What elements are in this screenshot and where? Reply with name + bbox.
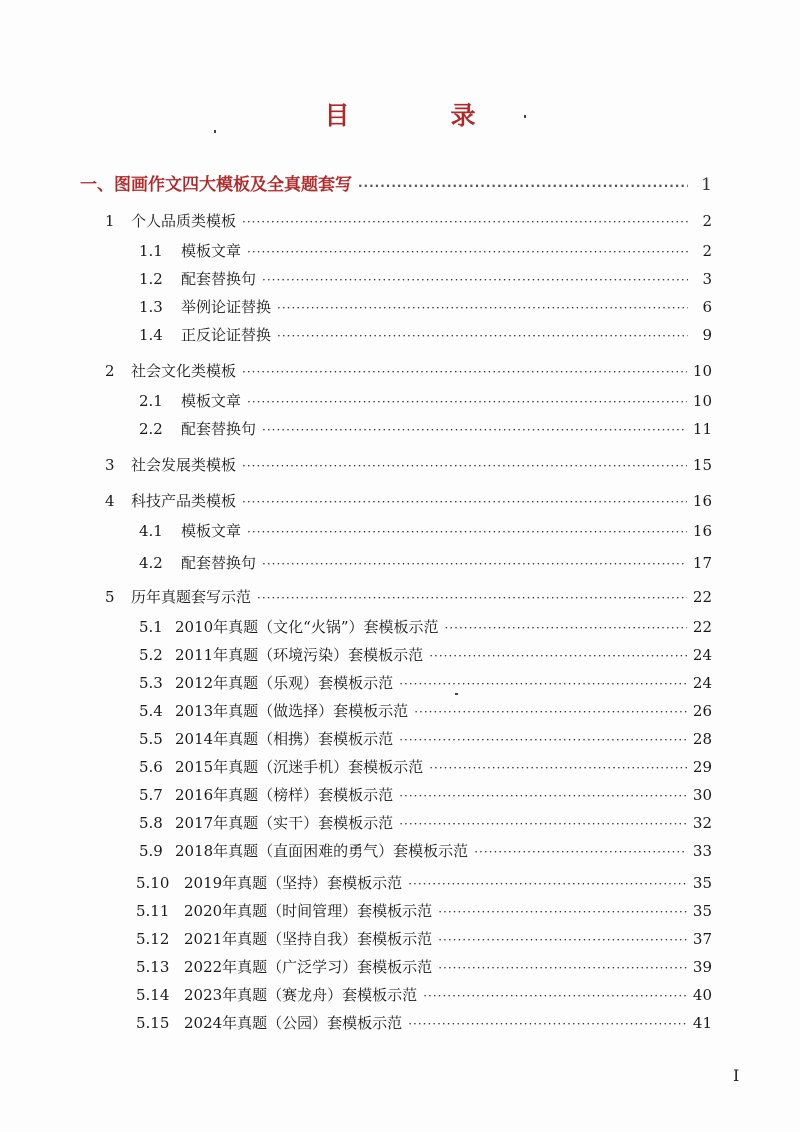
toc-entry[interactable] xyxy=(136,928,712,952)
toc-entry-number: 5 xyxy=(105,588,115,606)
toc-leader-dots xyxy=(438,933,687,947)
toc-leader-dots xyxy=(399,817,687,831)
toc-leader-dots xyxy=(399,789,687,803)
toc-entry-page: 32 xyxy=(692,814,712,832)
toc-leader-dots xyxy=(247,245,688,259)
toc-entry[interactable] xyxy=(139,700,712,724)
toc-entry-label: 社会发展类模板 xyxy=(131,456,237,474)
toc-entry[interactable] xyxy=(139,418,712,442)
toc-entry[interactable] xyxy=(105,210,712,234)
toc-leader-dots xyxy=(277,329,688,343)
toc-entry[interactable] xyxy=(139,268,712,292)
toc-entry-page: 9 xyxy=(702,326,712,344)
toc-entry-label: 一、图画作文四大模板及全真题套写 xyxy=(80,175,352,195)
toc-entry-label: 2014年真题（相携）套模板示范 xyxy=(175,730,394,748)
toc-entry[interactable] xyxy=(139,812,712,836)
toc-leader-dots xyxy=(474,845,687,859)
toc-entry[interactable] xyxy=(136,900,712,924)
toc-entry[interactable] xyxy=(139,390,712,414)
toc-entry-number: 5.15 xyxy=(136,1014,170,1032)
toc-leader-dots xyxy=(358,179,688,193)
toc-title: 目 录 xyxy=(324,101,514,130)
toc-entry-number: 4.2 xyxy=(139,554,163,572)
toc-entry-label: 2017年真题（实干）套模板示范 xyxy=(175,814,394,832)
toc-entry-label: 个人品质类模板 xyxy=(131,212,237,230)
toc-leader-dots xyxy=(262,423,687,437)
toc-leader-dots xyxy=(242,495,687,509)
toc-entry[interactable] xyxy=(136,956,712,980)
toc-entry-label: 社会文化类模板 xyxy=(131,362,237,380)
toc-entry-label: 2023年真题（赛龙舟）套模板示范 xyxy=(184,986,418,1004)
toc-entry-label: 正反论证替换 xyxy=(181,326,272,344)
toc-leader-dots xyxy=(408,1017,687,1031)
toc-leader-dots xyxy=(262,273,688,287)
toc-entry-page: 6 xyxy=(702,298,712,316)
toc-leader-dots xyxy=(399,677,687,691)
toc-leader-dots xyxy=(445,621,687,635)
toc-leader-dots xyxy=(242,459,687,473)
toc-leader-dots xyxy=(247,395,687,409)
toc-entry[interactable] xyxy=(139,756,712,780)
toc-leader-dots xyxy=(414,705,687,719)
toc-entry[interactable] xyxy=(136,984,712,1008)
toc-entry-page: 2 xyxy=(702,212,712,230)
toc-entry[interactable] xyxy=(105,490,712,514)
toc-leader-dots xyxy=(429,761,687,775)
toc-entry[interactable] xyxy=(105,360,712,384)
toc-entry-number: 4.1 xyxy=(139,522,163,540)
toc-entry[interactable] xyxy=(139,672,712,696)
toc-entry[interactable] xyxy=(139,840,712,864)
page-number-mark: I xyxy=(733,1066,740,1085)
toc-entry-number: 5.3 xyxy=(139,674,163,692)
toc-entry-label: 2020年真题（时间管理）套模板示范 xyxy=(184,902,433,920)
toc-entry[interactable] xyxy=(139,240,712,264)
toc-entry-page: 22 xyxy=(692,618,712,636)
toc-entry-page: 24 xyxy=(692,646,712,664)
toc-entry-page: 16 xyxy=(692,492,712,510)
toc-entry-page: 10 xyxy=(692,362,712,380)
toc-entry-label: 科技产品类模板 xyxy=(131,492,237,510)
toc-entry-page: 26 xyxy=(692,702,712,720)
toc-entry-page: 37 xyxy=(692,930,712,948)
toc-leader-dots xyxy=(423,989,687,1003)
toc-entry[interactable] xyxy=(139,784,712,808)
toc-entry[interactable] xyxy=(80,170,712,194)
toc-entry-number: 5.9 xyxy=(139,842,163,860)
toc-leader-dots xyxy=(257,591,687,605)
toc-entry-number: 1 xyxy=(105,212,115,230)
toc-entry-page: 29 xyxy=(692,758,712,776)
toc-leader-dots xyxy=(408,877,687,891)
toc-entry-page: 22 xyxy=(692,588,712,606)
toc-entry[interactable] xyxy=(139,296,712,320)
toc-entry[interactable] xyxy=(139,552,712,576)
toc-entry-page: 3 xyxy=(702,270,712,288)
toc-entry-number: 5.1 xyxy=(139,618,163,636)
toc-entry-label: 模板文章 xyxy=(181,522,242,540)
toc-entry-page: 15 xyxy=(692,456,712,474)
toc-entry-page: 1 xyxy=(701,175,712,195)
toc-entry-label: 举例论证替换 xyxy=(181,298,272,316)
toc-entry[interactable] xyxy=(139,520,712,544)
toc-entry-number: 5.11 xyxy=(136,902,170,920)
toc-entry-number: 2 xyxy=(105,362,115,380)
toc-entry-number: 4 xyxy=(105,492,115,510)
toc-entry-label: 2015年真题（沉迷手机）套模板示范 xyxy=(175,758,424,776)
toc-entry-label: 2010年真题（文化“火锅”）套模板示范 xyxy=(175,618,439,636)
toc-entry-number: 5.10 xyxy=(136,874,170,892)
toc-entry-label: 2016年真题（榜样）套模板示范 xyxy=(175,786,394,804)
toc-entry-number: 5.5 xyxy=(139,730,163,748)
toc-entry-page: 35 xyxy=(692,874,712,892)
toc-entry-label: 2012年真题（乐观）套模板示范 xyxy=(175,674,394,692)
toc-leader-dots xyxy=(247,525,687,539)
toc-entry[interactable] xyxy=(136,1012,712,1036)
toc-entry-page: 30 xyxy=(692,786,712,804)
toc-entry-label: 模板文章 xyxy=(181,242,242,260)
toc-entry-number: 2.1 xyxy=(139,392,163,410)
toc-entry-number: 5.8 xyxy=(139,814,163,832)
toc-entry[interactable] xyxy=(136,872,712,896)
toc-leader-dots xyxy=(399,733,687,747)
toc-entry[interactable] xyxy=(105,454,712,478)
toc-entry-page: 24 xyxy=(692,674,712,692)
toc-entry-page: 10 xyxy=(692,392,712,410)
toc-leader-dots xyxy=(438,961,687,975)
toc-entry-label: 2018年真题（直面困难的勇气）套模板示范 xyxy=(175,842,469,860)
toc-entry-label: 配套替换句 xyxy=(181,420,257,438)
toc-entry-number: 3 xyxy=(105,456,115,474)
toc-entry-number: 5.7 xyxy=(139,786,163,804)
toc-leader-dots xyxy=(242,215,688,229)
toc-entry-page: 33 xyxy=(692,842,712,860)
toc-entry-page: 35 xyxy=(692,902,712,920)
toc-entry[interactable] xyxy=(139,644,712,668)
toc-entry-page: 41 xyxy=(692,1014,712,1032)
toc-entry-page: 16 xyxy=(692,522,712,540)
toc-leader-dots xyxy=(277,301,688,315)
toc-entry-label: 模板文章 xyxy=(181,392,242,410)
toc-entry-number: 1.3 xyxy=(139,298,163,316)
toc-leader-dots xyxy=(438,905,687,919)
toc-entry-number: 1.2 xyxy=(139,270,163,288)
toc-entry[interactable] xyxy=(139,728,712,752)
toc-entry-number: 5.6 xyxy=(139,758,163,776)
toc-entry-number: 2.2 xyxy=(139,420,163,438)
toc-entry-page: 17 xyxy=(692,554,712,572)
toc-entry-label: 配套替换句 xyxy=(181,270,257,288)
toc-entry-number: 5.2 xyxy=(139,646,163,664)
toc-entry[interactable] xyxy=(139,324,712,348)
toc-entry-number: 5.14 xyxy=(136,986,170,1004)
toc-entry-page: 28 xyxy=(692,730,712,748)
toc-entry-label: 2021年真题（坚持自我）套模板示范 xyxy=(184,930,433,948)
toc-entry-number: 1.4 xyxy=(139,326,163,344)
toc-entry-label: 2011年真题（环境污染）套模板示范 xyxy=(175,646,424,664)
toc-leader-dots xyxy=(429,649,687,663)
toc-entry-number: 1.1 xyxy=(139,242,163,260)
toc-entry-label: 2024年真题（公园）套模板示范 xyxy=(184,1014,403,1032)
toc-entry-number: 5.13 xyxy=(136,958,170,976)
toc-entry[interactable] xyxy=(139,616,712,640)
toc-entry-page: 11 xyxy=(692,420,712,438)
toc-leader-dots xyxy=(262,557,687,571)
toc-entry-page: 40 xyxy=(692,986,712,1004)
toc-entry-label: 配套替换句 xyxy=(181,554,257,572)
toc-entry-label: 历年真题套写示范 xyxy=(131,588,252,606)
toc-entry-page: 2 xyxy=(702,242,712,260)
toc-leader-dots xyxy=(242,365,687,379)
toc-entry[interactable] xyxy=(105,586,712,610)
toc-entry-label: 2013年真题（做选择）套模板示范 xyxy=(175,702,409,720)
toc-entry-page: 39 xyxy=(692,958,712,976)
toc-entry-number: 5.4 xyxy=(139,702,163,720)
toc-entry-label: 2022年真题（广泛学习）套模板示范 xyxy=(184,958,433,976)
toc-entry-number: 5.12 xyxy=(136,930,170,948)
toc-entry-label: 2019年真题（坚持）套模板示范 xyxy=(184,874,403,892)
